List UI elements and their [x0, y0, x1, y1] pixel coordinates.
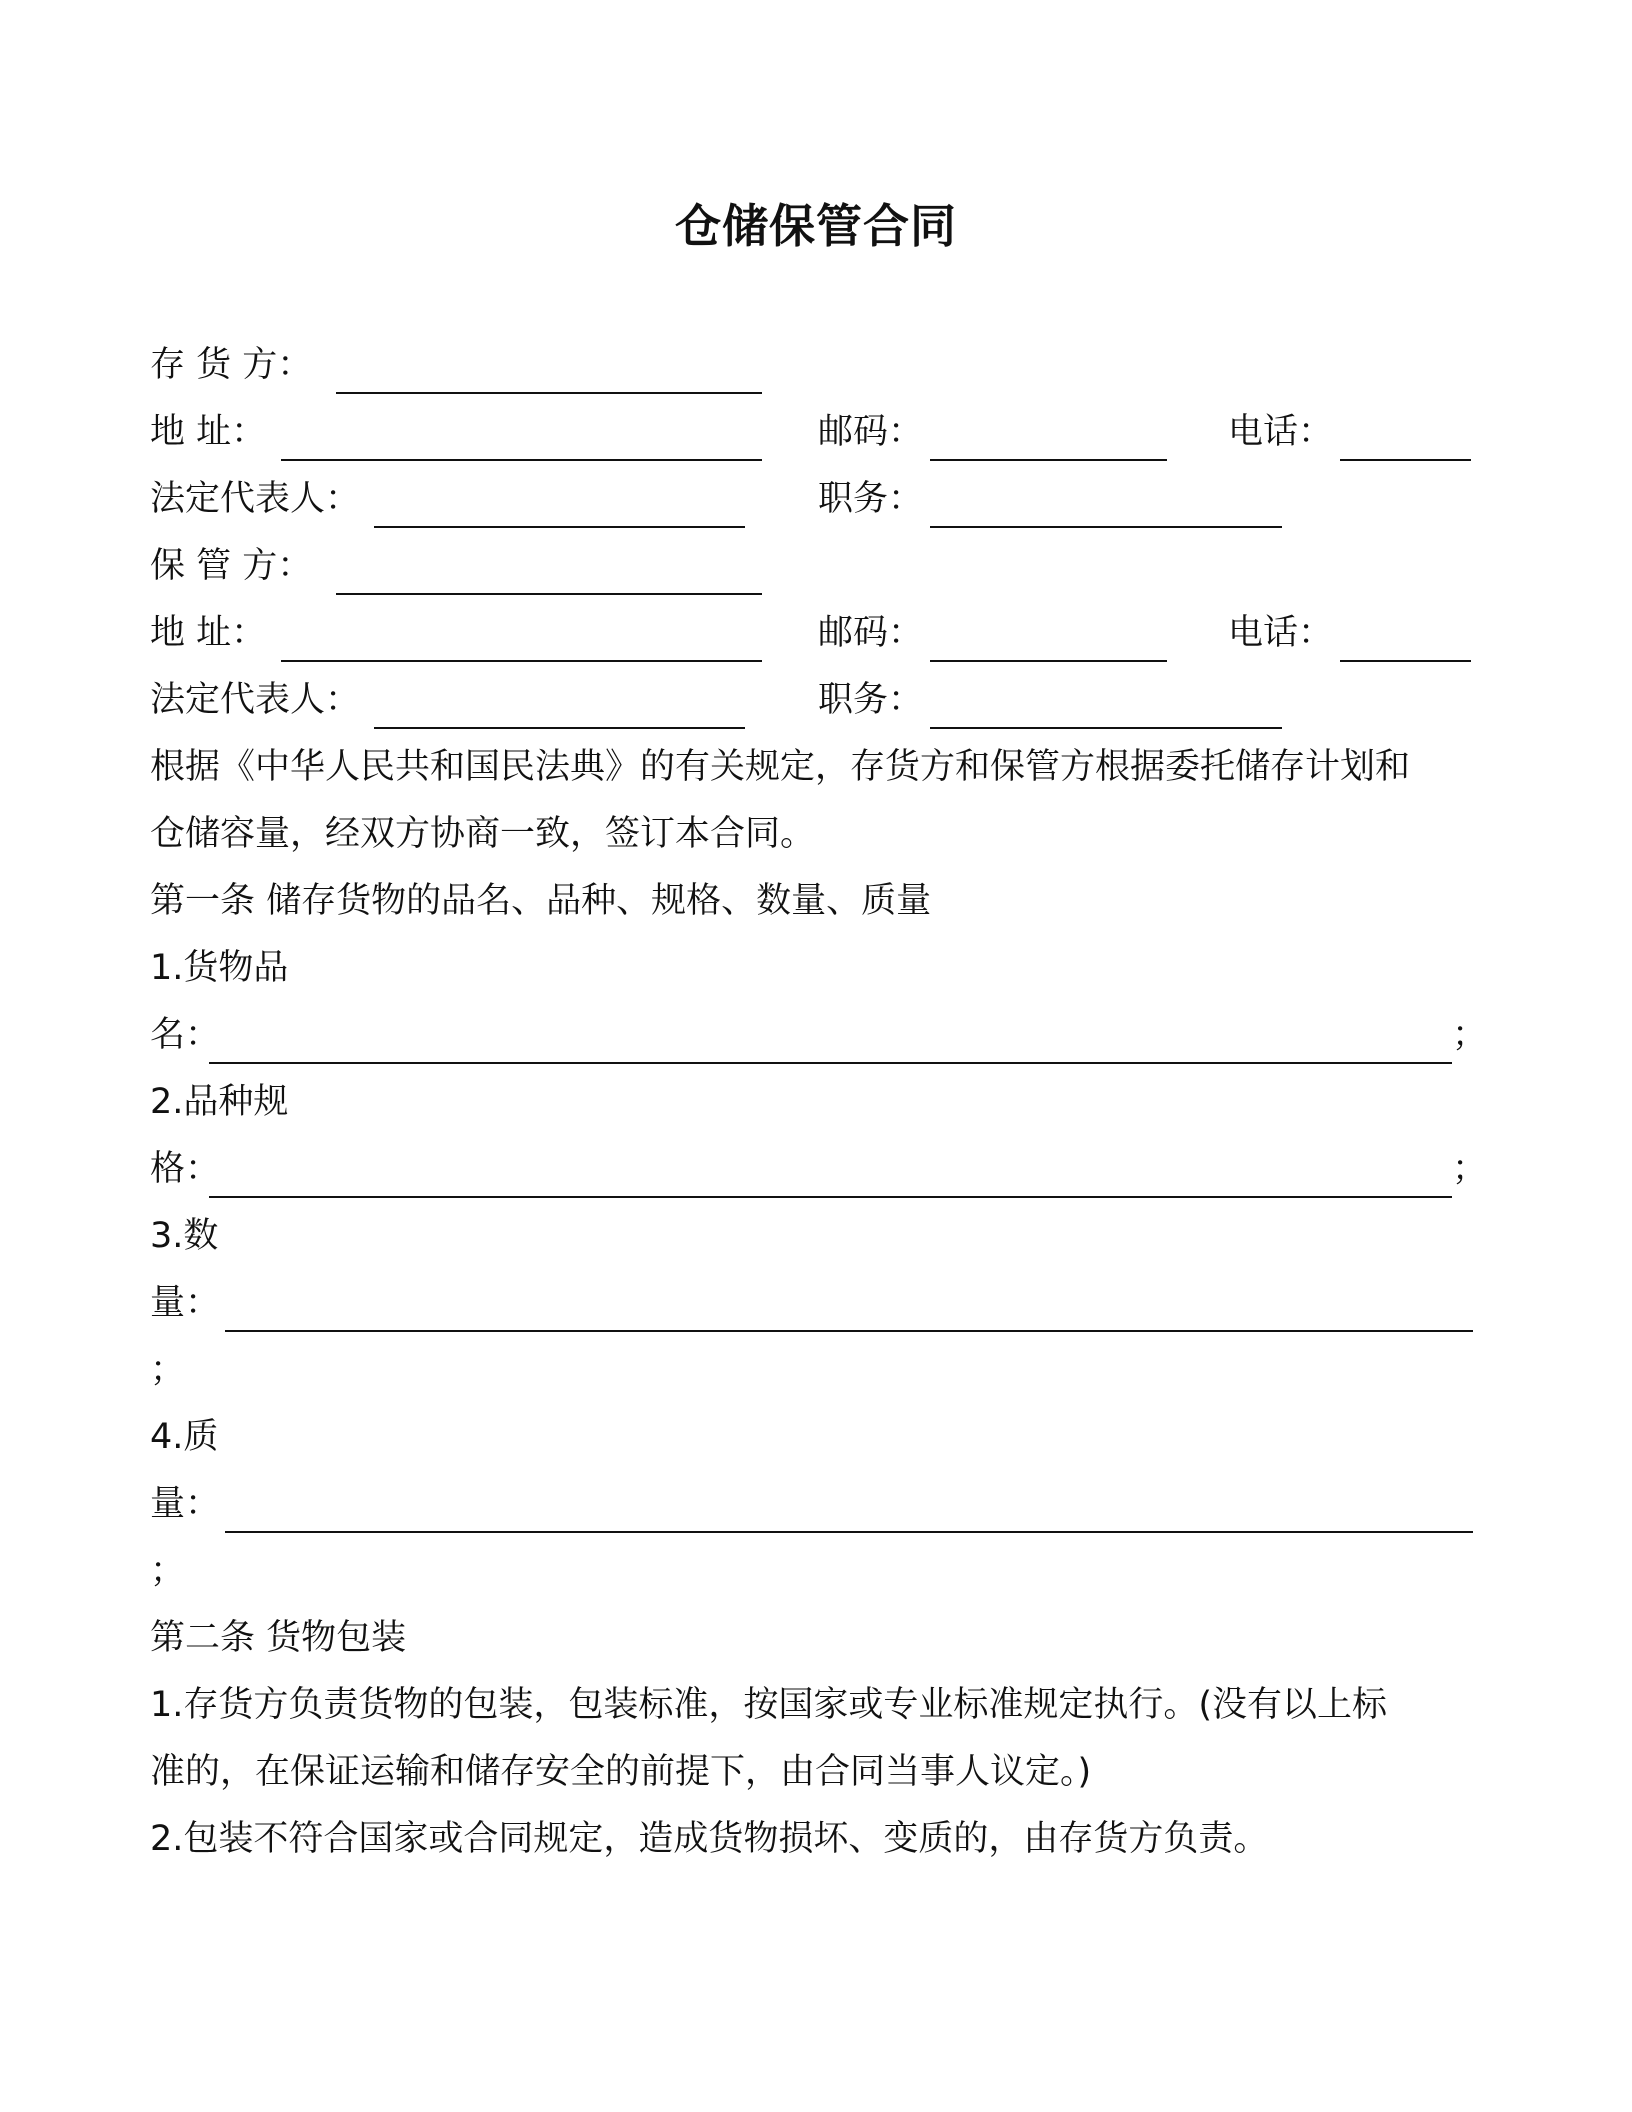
- depositor-address-label: 地 址：: [150, 412, 267, 452]
- article-1-item-4-label: 4.质: [150, 1417, 219, 1457]
- article-1-item-2-label: 2.品种规: [150, 1082, 289, 1122]
- depositor-postcode-blank[interactable]: [930, 459, 1167, 461]
- custodian-name-blank[interactable]: [336, 593, 762, 595]
- article-1-item-4-label-cont: 量：: [150, 1484, 221, 1524]
- custodian-position-blank[interactable]: [930, 727, 1282, 729]
- document-title: 仓储保管合同: [675, 199, 957, 253]
- custodian-postcode-label: 邮码：: [818, 613, 924, 653]
- depositor-position-blank[interactable]: [930, 526, 1282, 528]
- article-1-item-2-label-cont: 格：: [150, 1149, 221, 1189]
- quality-blank[interactable]: [225, 1531, 1473, 1533]
- article-2-para-1-line-2: 准的，在保证运输和储存安全的前提下，由合同当事人议定。): [150, 1752, 1092, 1792]
- custodian-address-blank[interactable]: [281, 660, 762, 662]
- item-4-semicolon: ；: [150, 1551, 186, 1591]
- custodian-position-label: 职务：: [818, 680, 924, 720]
- item-1-semicolon: ；: [1452, 1015, 1488, 1055]
- preamble-line-2: 仓储容量，经双方协商一致，签订本合同。: [150, 814, 816, 854]
- goods-name-blank[interactable]: [209, 1062, 1452, 1064]
- custodian-legal-rep-blank[interactable]: [374, 727, 745, 729]
- variety-spec-blank[interactable]: [209, 1196, 1452, 1198]
- article-2-para-1-line-1: 1.存货方负责货物的包装，包装标准，按国家或专业标准规定执行。(没有以上标: [150, 1685, 1388, 1725]
- depositor-legal-rep-label: 法定代表人：: [150, 479, 361, 519]
- item-2-semicolon: ；: [1452, 1149, 1488, 1189]
- custodian-phone-label: 电话：: [1228, 613, 1334, 653]
- depositor-name-label: 存 货 方：: [150, 345, 313, 385]
- article-1-item-1-label-cont: 名：: [150, 1015, 221, 1055]
- custodian-legal-rep-label: 法定代表人：: [150, 680, 361, 720]
- preamble-line-1: 根据《中华人民共和国民法典》的有关规定，存货方和保管方根据委托储存计划和: [150, 747, 1411, 787]
- article-1-heading: 第一条 储存货物的品名、品种、规格、数量、质量: [150, 881, 932, 921]
- depositor-postcode-label: 邮码：: [818, 412, 924, 452]
- depositor-phone-label: 电话：: [1228, 412, 1334, 452]
- custodian-address-label: 地 址：: [150, 613, 267, 653]
- custodian-phone-blank[interactable]: [1340, 660, 1471, 662]
- custodian-postcode-blank[interactable]: [930, 660, 1167, 662]
- depositor-phone-blank[interactable]: [1340, 459, 1471, 461]
- depositor-name-blank[interactable]: [336, 392, 762, 394]
- custodian-name-label: 保 管 方：: [150, 546, 313, 586]
- quantity-blank[interactable]: [225, 1330, 1473, 1332]
- depositor-position-label: 职务：: [818, 479, 924, 519]
- article-1-item-1-label: 1.货物品: [150, 948, 289, 988]
- article-2-heading: 第二条 货物包装: [150, 1618, 407, 1658]
- article-1-item-3-label-cont: 量：: [150, 1283, 221, 1323]
- depositor-legal-rep-blank[interactable]: [374, 526, 745, 528]
- article-2-para-2: 2.包装不符合国家或合同规定，造成货物损坏、变质的，由存货方负责。: [150, 1819, 1269, 1859]
- article-1-item-3-label: 3.数: [150, 1216, 219, 1256]
- item-3-semicolon: ；: [150, 1350, 186, 1390]
- depositor-address-blank[interactable]: [281, 459, 762, 461]
